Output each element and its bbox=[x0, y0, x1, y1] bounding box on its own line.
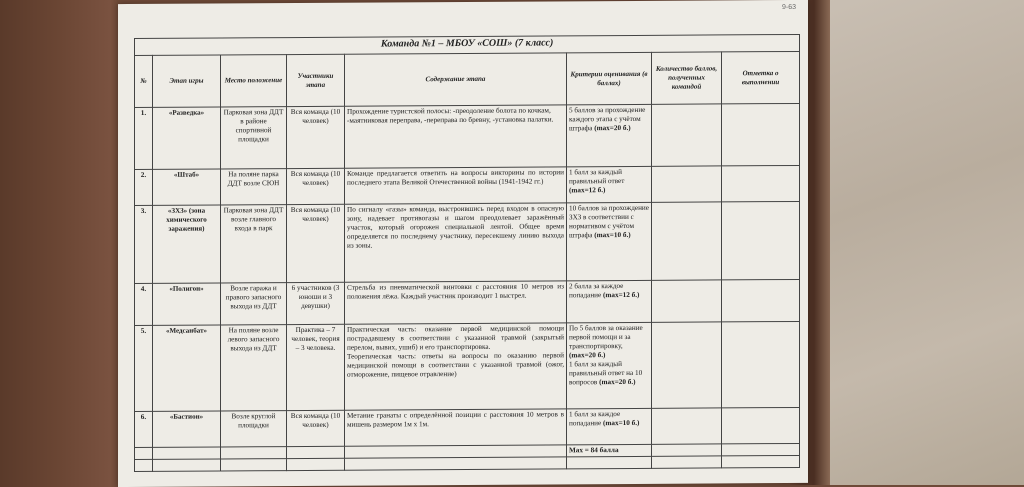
criteria-max-2: (max=20 б.) bbox=[599, 377, 636, 387]
table-row bbox=[135, 407, 800, 447]
header-mark: Отметка о выполнении bbox=[722, 51, 800, 103]
row-criteria bbox=[567, 322, 652, 409]
total-max: Max = 84 балла bbox=[567, 444, 652, 457]
criteria-text-2: 1 балл за каждый правильный ответ на 10 вопросов bbox=[569, 360, 643, 387]
background-wall bbox=[820, 0, 1024, 485]
row-criteria bbox=[567, 166, 652, 203]
header-content: Содержание этапа bbox=[345, 53, 567, 106]
criteria-text: 2 балла за каждое попадание bbox=[569, 282, 624, 300]
row-mark bbox=[722, 407, 800, 443]
row-participants: 6 участников (3 юноши и 3 девушки) bbox=[287, 282, 345, 324]
row-participants: Вся команда (10 человек) bbox=[287, 410, 345, 446]
header-points: Количество баллов, полученных командой bbox=[652, 52, 722, 104]
row-num: 4. bbox=[135, 283, 153, 325]
row-points bbox=[652, 104, 722, 166]
row-criteria bbox=[567, 104, 652, 167]
criteria-max: (max=20 б.) bbox=[594, 123, 631, 133]
row-points bbox=[652, 280, 722, 322]
row-stage: «Медсанбат» bbox=[153, 325, 221, 411]
row-points bbox=[652, 322, 722, 408]
criteria-max: (max=12 б.) bbox=[603, 290, 640, 300]
row-place: Возле круглой площадки bbox=[221, 411, 287, 447]
row-num: 1. bbox=[135, 107, 153, 169]
row-place: Парковая зона ДДТ в районе спортивной площадки bbox=[221, 107, 287, 169]
criteria-text: 5 баллов за прохождение каждого этапа с учётом штрафа bbox=[569, 105, 646, 133]
row-points bbox=[652, 202, 722, 280]
paper-sheet bbox=[118, 0, 808, 487]
row-mark bbox=[722, 103, 800, 165]
row-place: На поляне возле левого запасного выхода из ДДТ bbox=[221, 325, 287, 411]
row-content: Прохождение туристской полосы: -преодоление болота по кочкам, -маятниковая переправа, -переправа по бревну, -установка палатки. bbox=[345, 105, 567, 168]
row-content: Метание гранаты с определённой позиции с расстояния 10 метров в мишень размером 1м х 1м. bbox=[345, 409, 567, 446]
criteria-max: (max=12 б.) bbox=[569, 186, 606, 195]
row-participants: Вся команда (10 человек) bbox=[287, 204, 345, 282]
header-criteria: Критерии оценивания (в баллах) bbox=[567, 52, 652, 105]
row-stage: «Штаб» bbox=[153, 169, 221, 205]
row-num: 3. bbox=[135, 205, 153, 283]
row-place: На поляне парка ДДТ возле СЮН bbox=[221, 169, 287, 205]
criteria-max: (max=20 б.) bbox=[569, 351, 606, 360]
row-place: Парковая зона ДДТ возле главного входа в парк bbox=[221, 205, 287, 283]
row-num: 5. bbox=[135, 325, 153, 411]
row-num: 2. bbox=[135, 169, 153, 205]
criteria-max: (max=10 б.) bbox=[603, 418, 640, 428]
row-stage: «ЗХЗ» (зона химического заражения) bbox=[153, 205, 221, 283]
row-content: Команде предлагается ответить на вопросы викторины по истории последнего этапа Великой Отечественной войны (1941-1942 гг.) bbox=[345, 167, 567, 204]
row-points bbox=[652, 408, 722, 444]
row-content: По сигналу «газы» команда, выстроившись перед входом в опасную зону, надевает противогазы и шагом преодолевает заражённый участок, который огорожен специальной лентой. Общее время определяется по последнему участнику, пересекшему линию выхода из зоны. bbox=[345, 203, 567, 282]
row-content bbox=[345, 323, 567, 410]
criteria-text: 1 балл за каждый правильный ответ bbox=[569, 168, 625, 186]
row-place: Возле гаража и правого запасного выхода из ДДТ bbox=[221, 283, 287, 325]
row-mark bbox=[722, 165, 800, 201]
header-place: Место положение bbox=[221, 55, 287, 107]
row-stage: «Бастион» bbox=[153, 411, 221, 447]
table-row bbox=[135, 321, 800, 411]
header-stage: Этап игры bbox=[153, 55, 221, 107]
row-stage: «Полигон» bbox=[153, 283, 221, 325]
competition-table bbox=[134, 34, 800, 472]
table-row bbox=[135, 201, 800, 283]
criteria-max: (max=10 б.) bbox=[594, 230, 631, 240]
row-participants: Практика – 7 человек, теория – 3 человека. bbox=[287, 324, 345, 410]
content-theory: Теоретическая часть: ответы на вопросы по оказанию первой медицинской помощи в соответствии с указанной травмой (ожог, отморожение, пищевое отравление) bbox=[347, 351, 564, 379]
header-num: № bbox=[135, 55, 153, 107]
table-row bbox=[135, 103, 800, 169]
row-participants: Вся команда (10 человек) bbox=[287, 106, 345, 168]
row-criteria bbox=[567, 408, 652, 445]
row-num: 6. bbox=[135, 411, 153, 447]
table-title: Команда №1 – МБОУ «СОШ» (7 класс) bbox=[135, 34, 800, 55]
row-stage: «Разведка» bbox=[153, 107, 221, 169]
table-row bbox=[135, 279, 800, 325]
header-participants: Участники этапа bbox=[287, 54, 345, 106]
row-participants: Вся команда (10 человек) bbox=[287, 168, 345, 204]
content-practice: Практическая часть: оказание первой медицинской помощи пострадавшему в соответствии с указанной травмой (закрытый перелом, вывих, ушиб) и его транспортировка. bbox=[347, 324, 564, 352]
corner-mark: 9-63 bbox=[781, 3, 796, 12]
row-content: Стрельба из пневматической винтовки с расстояния 10 метров из положения лёжа. Каждый участник производит 1 выстрел. bbox=[345, 281, 567, 324]
row-criteria bbox=[567, 280, 652, 323]
row-mark bbox=[722, 279, 800, 321]
row-mark bbox=[722, 321, 800, 407]
criteria-text: 1 балл за каждое попадание bbox=[569, 410, 621, 428]
criteria-text: По 5 баллов за оказание первой помощи и за транспортировку, bbox=[569, 323, 643, 351]
table-row bbox=[135, 165, 800, 205]
row-criteria bbox=[567, 202, 652, 281]
row-mark bbox=[722, 201, 800, 279]
row-points bbox=[652, 166, 722, 202]
criteria-text: 10 баллов за прохождение ЗХЗ в соответствии с нормативом с учётом штрафа bbox=[569, 203, 649, 240]
